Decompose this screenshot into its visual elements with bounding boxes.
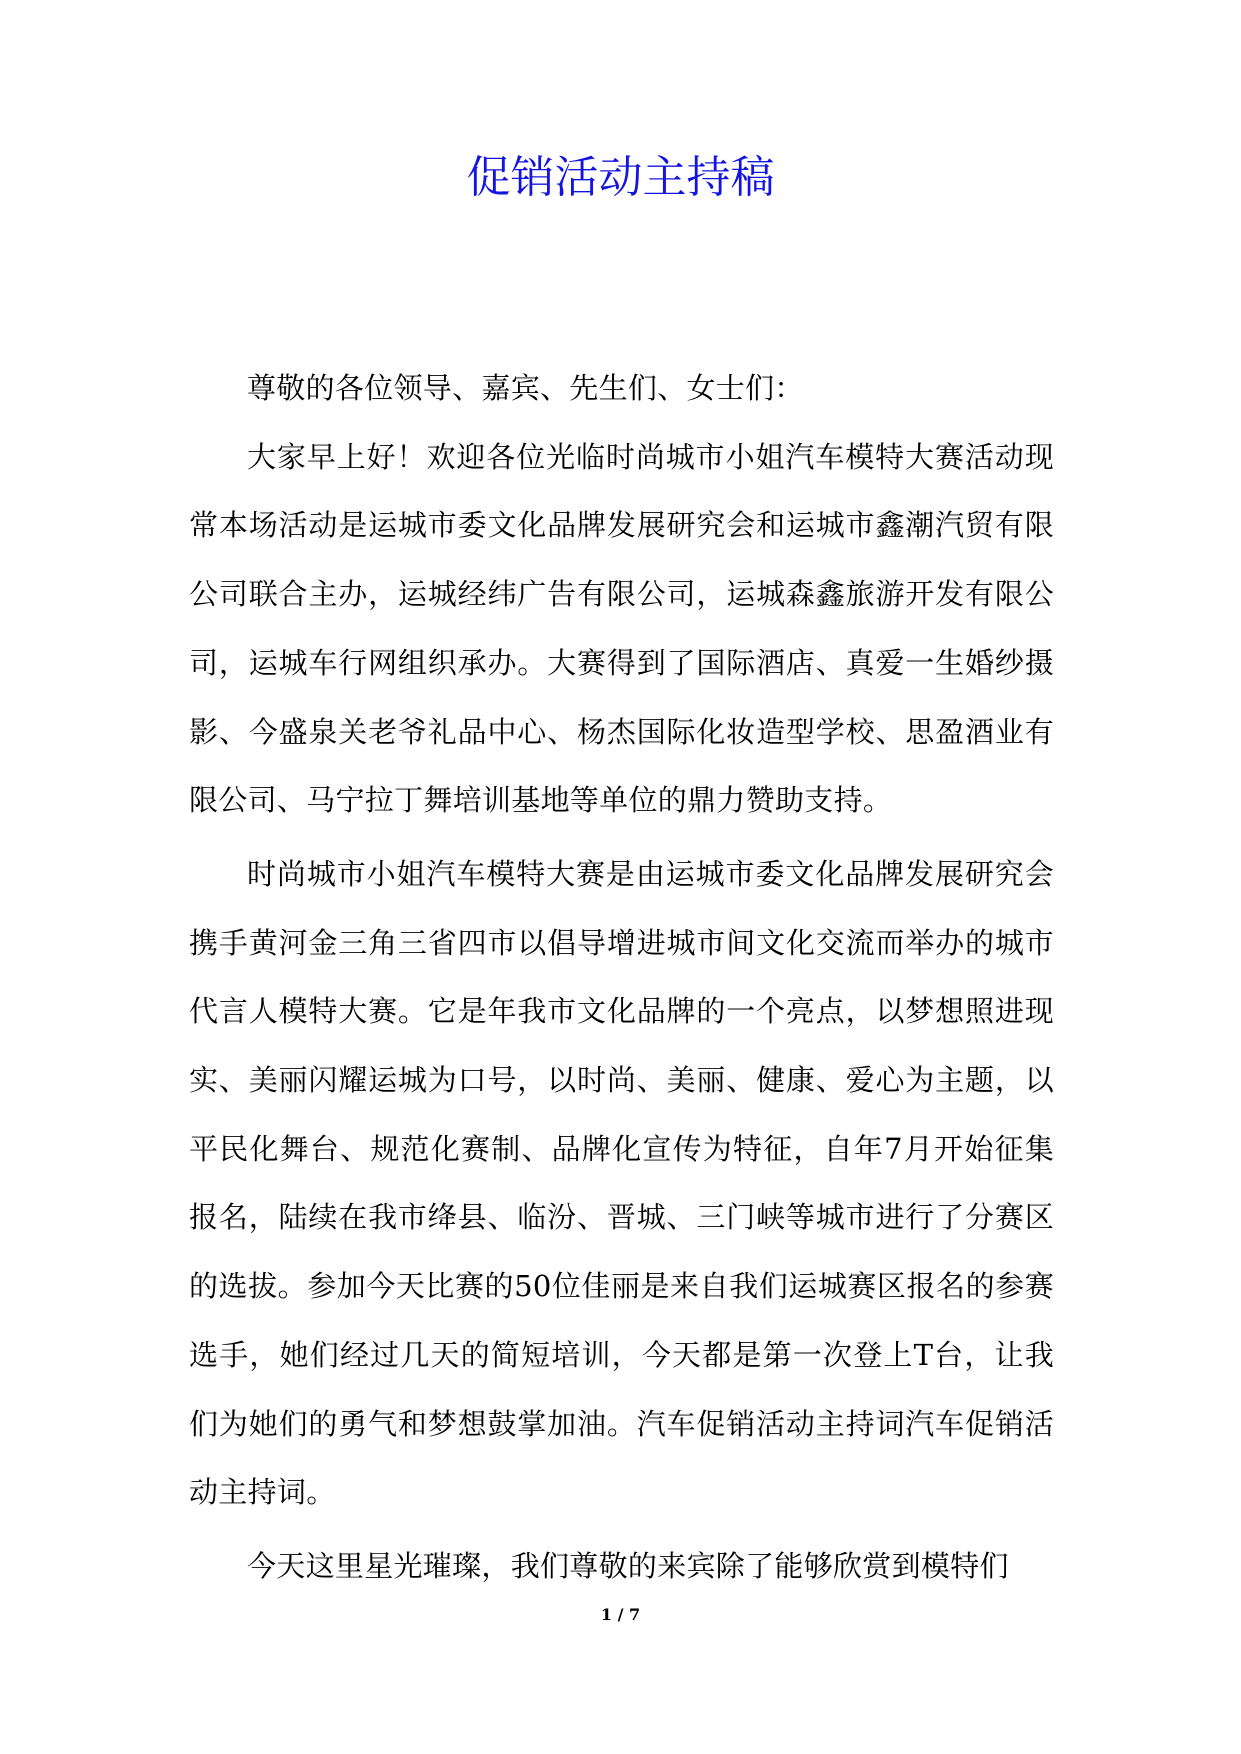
document-title: 促销活动主持稿	[466, 152, 775, 203]
paragraph-welcome: 大家早上好！欢迎各位光临时尚城市小姐汽车模特大赛活动现常本场活动是运城市委文化品牌发展研究会和运城市鑫潮汽贸有限公司联合主办，运城经纬广告有限公司，运城森鑫旅游开发有限公司，运城车行网组织承办。大赛得到了国际酒店、真爱一生婚纱摄影、今盛泉关老爷礼品中心、杨杰国际化妆造型学校、思盈酒业有限公司、马宁拉丁舞培训基地等单位的鼎力赞助支持。	[189, 439, 1054, 818]
paragraph-continuation: 今天这里星光璀璨，我们尊敬的来宾除了能够欣赏到模特们	[247, 1548, 1009, 1583]
paragraph-salutation: 尊敬的各位领导、嘉宾、先生们、女士们：	[247, 371, 804, 405]
paragraph-contest-intro: 时尚城市小姐汽车模特大赛是由运城市委文化品牌发展研究会携手黄河金三角三省四市以倡导增进城市间文化交流而举办的城市代言人模特大赛。它是年我市文化品牌的一个亮点，以梦想照进现实、美丽闪耀运城为口号，以时尚、美丽、健康、爱心为主题，以平民化舞台、规范化赛制、品牌化宣传为特征，自年7月开始征集报名，陆续在我市绛县、临汾、晋城、三门峡等城市进行了分赛区的选拔。参加今天比赛的50位佳丽是来自我们运城赛区报名的参赛选手，她们经过几天的简短培训，今天都是第一次登上T台，让我们为她们的勇气和梦想鼓掌加油。汽车促销活动主持词汽车促销活动主持词。	[189, 856, 1054, 1510]
document-body	[189, 354, 1054, 1601]
page-number: 1 / 7	[600, 1605, 641, 1624]
